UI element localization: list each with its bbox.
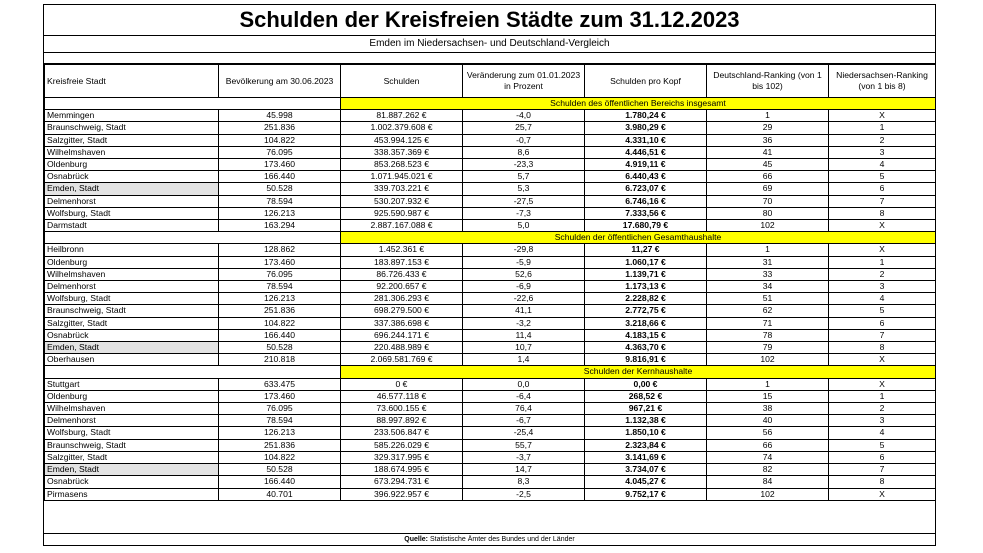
cell-population: 50.528 xyxy=(219,183,341,195)
cell-de-rank: 80 xyxy=(707,207,829,219)
cell-ni-rank: 8 xyxy=(829,342,936,354)
cell-population: 251.836 xyxy=(219,305,341,317)
page-subtitle: Emden im Niedersachsen- und Deutschland-Vergleich xyxy=(44,36,935,53)
cell-per-capita: 3.141,69 € xyxy=(585,451,707,463)
section-label: Schulden der öffentlichen Gesamthaushalte xyxy=(341,232,936,244)
cell-population: 50.528 xyxy=(219,464,341,476)
cell-population: 126.213 xyxy=(219,207,341,219)
cell-debt: 183.897.153 € xyxy=(341,256,463,268)
cell-per-capita: 11,27 € xyxy=(585,244,707,256)
section-blank-cell xyxy=(45,366,341,378)
table-row xyxy=(45,220,936,232)
cell-city: Emden, Stadt xyxy=(45,464,219,476)
cell-de-rank: 1 xyxy=(707,378,829,390)
section-header-row xyxy=(45,98,936,110)
header-per-capita: Schulden pro Kopf xyxy=(585,65,707,98)
cell-per-capita: 4.331,10 € xyxy=(585,134,707,146)
cell-change: 76,4 xyxy=(463,403,585,415)
table-row xyxy=(45,122,936,134)
cell-per-capita: 17.680,79 € xyxy=(585,220,707,232)
cell-city: Oldenburg xyxy=(45,159,219,171)
cell-per-capita: 3.980,29 € xyxy=(585,122,707,134)
table-row xyxy=(45,378,936,390)
cell-change: -22,6 xyxy=(463,293,585,305)
cell-debt: 530.207.932 € xyxy=(341,195,463,207)
table-row xyxy=(45,183,936,195)
cell-ni-rank: 1 xyxy=(829,122,936,134)
source-note xyxy=(44,533,935,545)
source-text: Statistische Ämter des Bundes und der Länder xyxy=(429,536,575,543)
section-label: Schulden des öffentlichen Bereichs insgesamt xyxy=(341,98,936,110)
cell-city: Osnabrück xyxy=(45,171,219,183)
cell-per-capita: 4.363,70 € xyxy=(585,342,707,354)
cell-ni-rank: 4 xyxy=(829,293,936,305)
cell-debt: 396.922.957 € xyxy=(341,488,463,500)
table-row xyxy=(45,134,936,146)
cell-per-capita: 9.752,17 € xyxy=(585,488,707,500)
cell-de-rank: 74 xyxy=(707,451,829,463)
cell-ni-rank: 5 xyxy=(829,305,936,317)
table-row xyxy=(45,329,936,341)
cell-population: 163.294 xyxy=(219,220,341,232)
cell-city: Delmenhorst xyxy=(45,195,219,207)
cell-debt: 673.294.731 € xyxy=(341,476,463,488)
cell-de-rank: 102 xyxy=(707,488,829,500)
cell-debt: 925.590.987 € xyxy=(341,207,463,219)
cell-per-capita: 1.850,10 € xyxy=(585,427,707,439)
cell-city: Oldenburg xyxy=(45,256,219,268)
cell-de-rank: 78 xyxy=(707,329,829,341)
table-row xyxy=(45,427,936,439)
cell-de-rank: 45 xyxy=(707,159,829,171)
section-header-row xyxy=(45,366,936,378)
cell-city: Salzgitter, Stadt xyxy=(45,317,219,329)
cell-population: 45.998 xyxy=(219,110,341,122)
cell-per-capita: 4.183,15 € xyxy=(585,329,707,341)
cell-ni-rank: 7 xyxy=(829,464,936,476)
cell-debt: 92.200.657 € xyxy=(341,281,463,293)
table-header-row xyxy=(45,65,936,98)
cell-ni-rank: 1 xyxy=(829,390,936,402)
cell-per-capita: 3.218,66 € xyxy=(585,317,707,329)
cell-de-rank: 15 xyxy=(707,390,829,402)
cell-change: -3,2 xyxy=(463,317,585,329)
cell-debt: 281.306.293 € xyxy=(341,293,463,305)
cell-ni-rank: 4 xyxy=(829,159,936,171)
cell-debt: 2.887.167.088 € xyxy=(341,220,463,232)
cell-change: -23,3 xyxy=(463,159,585,171)
cell-per-capita: 4.045,27 € xyxy=(585,476,707,488)
cell-de-rank: 84 xyxy=(707,476,829,488)
cell-ni-rank: 1 xyxy=(829,256,936,268)
cell-per-capita: 2.772,75 € xyxy=(585,305,707,317)
table-row xyxy=(45,354,936,366)
cell-change: 41,1 xyxy=(463,305,585,317)
cell-city: Braunschweig, Stadt xyxy=(45,439,219,451)
section-blank-cell xyxy=(45,98,341,110)
table-row xyxy=(45,415,936,427)
cell-de-rank: 36 xyxy=(707,134,829,146)
cell-population: 251.836 xyxy=(219,439,341,451)
cell-de-rank: 34 xyxy=(707,281,829,293)
cell-city: Wolfsburg, Stadt xyxy=(45,207,219,219)
page-title: Schulden der Kreisfreien Städte zum 31.12.2023 xyxy=(44,5,935,36)
cell-de-rank: 66 xyxy=(707,171,829,183)
cell-ni-rank: 3 xyxy=(829,281,936,293)
cell-change: 1,4 xyxy=(463,354,585,366)
table-row xyxy=(45,476,936,488)
cell-de-rank: 102 xyxy=(707,220,829,232)
cell-per-capita: 967,21 € xyxy=(585,403,707,415)
cell-ni-rank: X xyxy=(829,488,936,500)
cell-per-capita: 4.919,11 € xyxy=(585,159,707,171)
cell-change: 8,6 xyxy=(463,146,585,158)
cell-de-rank: 51 xyxy=(707,293,829,305)
cell-population: 166.440 xyxy=(219,171,341,183)
cell-population: 78.594 xyxy=(219,281,341,293)
cell-population: 633.475 xyxy=(219,378,341,390)
table-row xyxy=(45,403,936,415)
cell-ni-rank: 2 xyxy=(829,134,936,146)
cell-population: 126.213 xyxy=(219,427,341,439)
cell-per-capita: 6.723,07 € xyxy=(585,183,707,195)
table-row xyxy=(45,451,936,463)
cell-de-rank: 102 xyxy=(707,354,829,366)
section-label: Schulden der Kernhaushalte xyxy=(341,366,936,378)
cell-debt: 698.279.500 € xyxy=(341,305,463,317)
source-label: Quelle: xyxy=(404,536,428,543)
cell-debt: 46.577.118 € xyxy=(341,390,463,402)
cell-per-capita: 7.333,56 € xyxy=(585,207,707,219)
cell-city: Wolfsburg, Stadt xyxy=(45,293,219,305)
cell-change: -0,7 xyxy=(463,134,585,146)
cell-debt: 1.002.379.608 € xyxy=(341,122,463,134)
cell-de-rank: 29 xyxy=(707,122,829,134)
table-row xyxy=(45,256,936,268)
cell-city: Salzgitter, Stadt xyxy=(45,451,219,463)
table-body xyxy=(45,98,936,501)
cell-de-rank: 40 xyxy=(707,415,829,427)
cell-change: 5,3 xyxy=(463,183,585,195)
section-blank-cell xyxy=(45,232,341,244)
debt-report-sheet xyxy=(43,4,936,546)
cell-city: Emden, Stadt xyxy=(45,183,219,195)
cell-population: 166.440 xyxy=(219,329,341,341)
cell-change: -6,4 xyxy=(463,390,585,402)
cell-change: 25,7 xyxy=(463,122,585,134)
cell-change: 0,0 xyxy=(463,378,585,390)
cell-de-rank: 79 xyxy=(707,342,829,354)
cell-change: -7,3 xyxy=(463,207,585,219)
table-row xyxy=(45,305,936,317)
cell-de-rank: 38 xyxy=(707,403,829,415)
cell-de-rank: 69 xyxy=(707,183,829,195)
header-population: Bevölkerung am 30.06.2023 xyxy=(219,65,341,98)
cell-de-rank: 82 xyxy=(707,464,829,476)
table-row xyxy=(45,464,936,476)
cell-city: Memmingen xyxy=(45,110,219,122)
cell-change: -2,5 xyxy=(463,488,585,500)
cell-city: Pirmasens xyxy=(45,488,219,500)
cell-population: 128.862 xyxy=(219,244,341,256)
cell-per-capita: 1.139,71 € xyxy=(585,268,707,280)
cell-ni-rank: 4 xyxy=(829,427,936,439)
cell-de-rank: 41 xyxy=(707,146,829,158)
cell-population: 210.818 xyxy=(219,354,341,366)
cell-city: Wilhelmshaven xyxy=(45,268,219,280)
cell-change: -5,9 xyxy=(463,256,585,268)
debt-table xyxy=(44,64,936,501)
cell-population: 78.594 xyxy=(219,195,341,207)
table-row xyxy=(45,317,936,329)
cell-change: -4,0 xyxy=(463,110,585,122)
cell-change: -29,8 xyxy=(463,244,585,256)
cell-per-capita: 0,00 € xyxy=(585,378,707,390)
cell-ni-rank: 7 xyxy=(829,329,936,341)
cell-ni-rank: X xyxy=(829,110,936,122)
cell-city: Braunschweig, Stadt xyxy=(45,305,219,317)
cell-debt: 329.317.995 € xyxy=(341,451,463,463)
cell-population: 76.095 xyxy=(219,268,341,280)
table-row xyxy=(45,195,936,207)
table-row xyxy=(45,171,936,183)
cell-debt: 696.244.171 € xyxy=(341,329,463,341)
cell-population: 126.213 xyxy=(219,293,341,305)
cell-per-capita: 9.816,91 € xyxy=(585,354,707,366)
cell-city: Braunschweig, Stadt xyxy=(45,122,219,134)
table-row xyxy=(45,207,936,219)
cell-population: 76.095 xyxy=(219,146,341,158)
table-row xyxy=(45,146,936,158)
cell-change: 8,3 xyxy=(463,476,585,488)
cell-per-capita: 1.780,24 € xyxy=(585,110,707,122)
cell-ni-rank: 3 xyxy=(829,146,936,158)
cell-debt: 337.386.698 € xyxy=(341,317,463,329)
table-row xyxy=(45,293,936,305)
cell-ni-rank: X xyxy=(829,220,936,232)
cell-de-rank: 71 xyxy=(707,317,829,329)
cell-population: 104.822 xyxy=(219,317,341,329)
cell-per-capita: 1.132,38 € xyxy=(585,415,707,427)
cell-city: Delmenhorst xyxy=(45,415,219,427)
cell-per-capita: 268,52 € xyxy=(585,390,707,402)
cell-city: Emden, Stadt xyxy=(45,342,219,354)
cell-de-rank: 56 xyxy=(707,427,829,439)
cell-debt: 233.506.847 € xyxy=(341,427,463,439)
cell-per-capita: 2.323,84 € xyxy=(585,439,707,451)
cell-population: 251.836 xyxy=(219,122,341,134)
cell-change: -27,5 xyxy=(463,195,585,207)
cell-ni-rank: 6 xyxy=(829,451,936,463)
cell-city: Osnabrück xyxy=(45,476,219,488)
cell-debt: 853.268.523 € xyxy=(341,159,463,171)
table-row xyxy=(45,281,936,293)
cell-population: 78.594 xyxy=(219,415,341,427)
cell-city: Oldenburg xyxy=(45,390,219,402)
cell-change: -6,7 xyxy=(463,415,585,427)
cell-city: Oberhausen xyxy=(45,354,219,366)
cell-ni-rank: X xyxy=(829,354,936,366)
cell-change: -6,9 xyxy=(463,281,585,293)
cell-population: 173.460 xyxy=(219,159,341,171)
header-change: Veränderung zum 01.01.2023 in Prozent xyxy=(463,65,585,98)
table-row xyxy=(45,488,936,500)
cell-debt: 220.488.989 € xyxy=(341,342,463,354)
cell-de-rank: 1 xyxy=(707,110,829,122)
cell-de-rank: 70 xyxy=(707,195,829,207)
cell-change: -3,7 xyxy=(463,451,585,463)
cell-city: Stuttgart xyxy=(45,378,219,390)
cell-ni-rank: X xyxy=(829,378,936,390)
cell-change: 5,7 xyxy=(463,171,585,183)
cell-per-capita: 3.734,07 € xyxy=(585,464,707,476)
cell-ni-rank: 8 xyxy=(829,476,936,488)
cell-de-rank: 62 xyxy=(707,305,829,317)
cell-change: 5,0 xyxy=(463,220,585,232)
cell-city: Osnabrück xyxy=(45,329,219,341)
cell-city: Salzgitter, Stadt xyxy=(45,134,219,146)
cell-per-capita: 6.440,43 € xyxy=(585,171,707,183)
cell-city: Heilbronn xyxy=(45,244,219,256)
header-debt: Schulden xyxy=(341,65,463,98)
cell-per-capita: 1.173,13 € xyxy=(585,281,707,293)
table-row xyxy=(45,159,936,171)
cell-ni-rank: 5 xyxy=(829,439,936,451)
cell-city: Delmenhorst xyxy=(45,281,219,293)
cell-debt: 339.703.221 € xyxy=(341,183,463,195)
cell-ni-rank: X xyxy=(829,244,936,256)
cell-ni-rank: 3 xyxy=(829,415,936,427)
cell-change: -25,4 xyxy=(463,427,585,439)
table-row xyxy=(45,268,936,280)
cell-population: 76.095 xyxy=(219,403,341,415)
table-row xyxy=(45,439,936,451)
cell-ni-rank: 6 xyxy=(829,183,936,195)
cell-debt: 338.357.369 € xyxy=(341,146,463,158)
cell-city: Wilhelmshaven xyxy=(45,146,219,158)
cell-change: 11,4 xyxy=(463,329,585,341)
cell-debt: 73.600.155 € xyxy=(341,403,463,415)
cell-population: 50.528 xyxy=(219,342,341,354)
cell-change: 52,6 xyxy=(463,268,585,280)
cell-population: 173.460 xyxy=(219,390,341,402)
cell-per-capita: 2.228,82 € xyxy=(585,293,707,305)
cell-city: Wolfsburg, Stadt xyxy=(45,427,219,439)
cell-population: 104.822 xyxy=(219,134,341,146)
cell-ni-rank: 5 xyxy=(829,171,936,183)
section-header-row xyxy=(45,232,936,244)
header-de-rank: Deutschland-Ranking (von 1 bis 102) xyxy=(707,65,829,98)
cell-debt: 1.071.945.021 € xyxy=(341,171,463,183)
cell-population: 166.440 xyxy=(219,476,341,488)
cell-ni-rank: 6 xyxy=(829,317,936,329)
cell-per-capita: 1.060,17 € xyxy=(585,256,707,268)
cell-change: 55,7 xyxy=(463,439,585,451)
cell-de-rank: 31 xyxy=(707,256,829,268)
table-row xyxy=(45,342,936,354)
cell-debt: 188.674.995 € xyxy=(341,464,463,476)
cell-ni-rank: 8 xyxy=(829,207,936,219)
cell-de-rank: 66 xyxy=(707,439,829,451)
cell-population: 173.460 xyxy=(219,256,341,268)
cell-debt: 2.069.581.769 € xyxy=(341,354,463,366)
cell-debt: 81.887.262 € xyxy=(341,110,463,122)
cell-de-rank: 33 xyxy=(707,268,829,280)
cell-ni-rank: 2 xyxy=(829,403,936,415)
spacer-row xyxy=(44,53,935,64)
cell-debt: 0 € xyxy=(341,378,463,390)
cell-change: 10,7 xyxy=(463,342,585,354)
header-city: Kreisfreie Stadt xyxy=(45,65,219,98)
header-ni-rank: Niedersachsen-Ranking (von 1 bis 8) xyxy=(829,65,936,98)
cell-city: Wilhelmshaven xyxy=(45,403,219,415)
cell-city: Darmstadt xyxy=(45,220,219,232)
cell-population: 40.701 xyxy=(219,488,341,500)
cell-debt: 585.226.029 € xyxy=(341,439,463,451)
cell-ni-rank: 2 xyxy=(829,268,936,280)
table-row xyxy=(45,244,936,256)
table-row xyxy=(45,110,936,122)
cell-per-capita: 6.746,16 € xyxy=(585,195,707,207)
table-row xyxy=(45,390,936,402)
cell-debt: 1.452.361 € xyxy=(341,244,463,256)
cell-population: 104.822 xyxy=(219,451,341,463)
cell-ni-rank: 7 xyxy=(829,195,936,207)
cell-change: 14,7 xyxy=(463,464,585,476)
cell-per-capita: 4.446,51 € xyxy=(585,146,707,158)
cell-debt: 88.997.892 € xyxy=(341,415,463,427)
cell-debt: 86.726.433 € xyxy=(341,268,463,280)
cell-de-rank: 1 xyxy=(707,244,829,256)
cell-debt: 453.994.125 € xyxy=(341,134,463,146)
